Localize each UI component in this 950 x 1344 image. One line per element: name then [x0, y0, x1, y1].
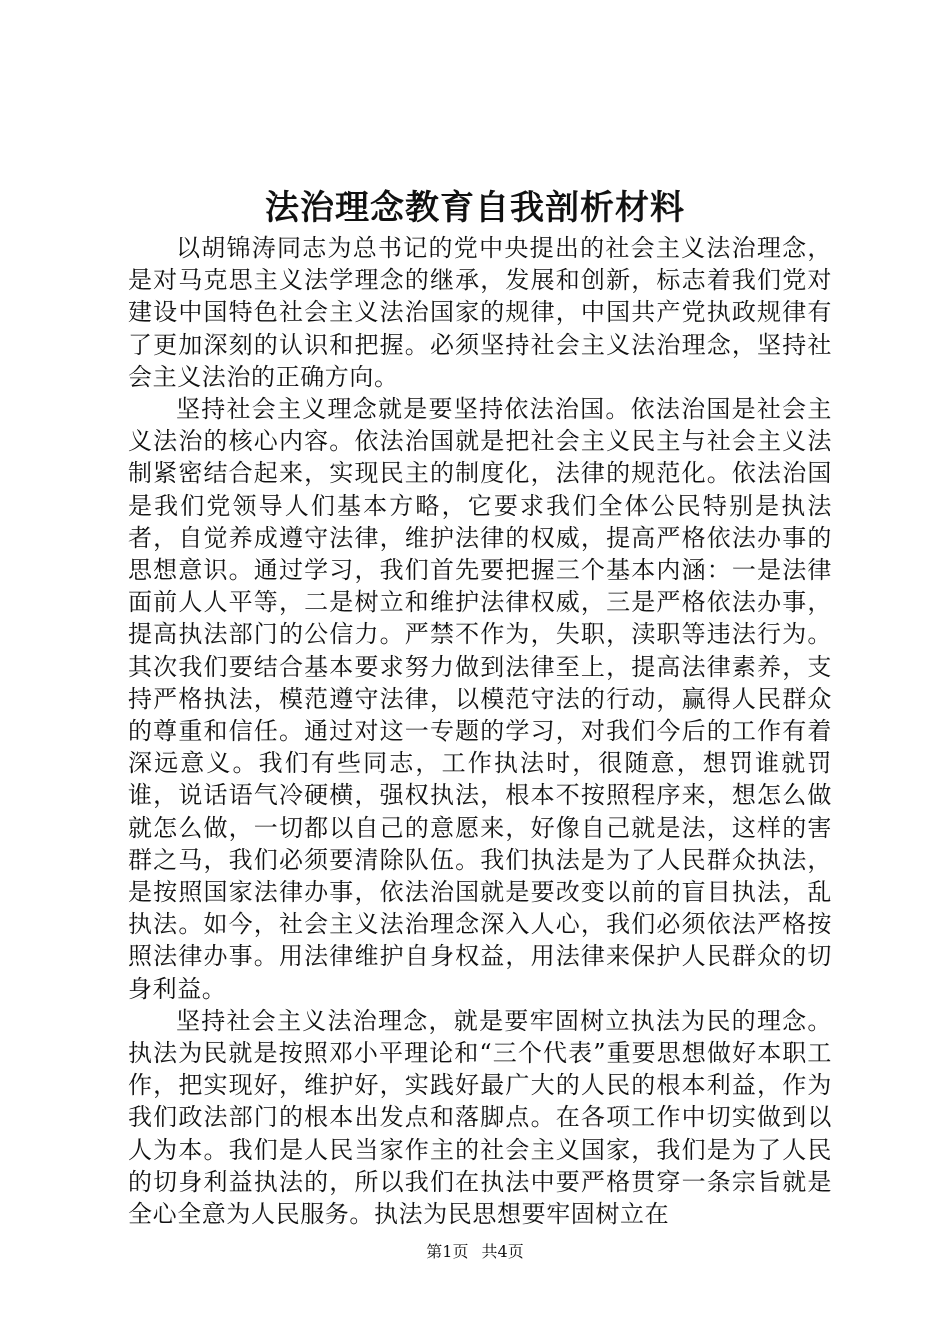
page-total: 共4页: [481, 1242, 524, 1261]
page-footer: [0, 1240, 950, 1264]
page-number: 第1页: [426, 1242, 469, 1261]
paragraph-1: 以胡锦涛同志为总书记的党中央提出的社会主义法治理念，是对马克思主义法学理念的继承，发展和创新，标志着我们党对建设中国特色社会主义法治国家的规律，中国共产党执政规律有了更加深刻的认识和把握。必须坚持社会主义法治理念，坚持社会主义法治的正确方向。: [128, 234, 832, 391]
paragraph-3: 坚持社会主义法治理念，就是要牢固树立执法为民的理念。执法为民就是按照邓小平理论和“三个代表”重要思想做好本职工作，把实现好，维护好，实践好最广大的人民的根本利益，作为我们政法部门的根本出发点和落脚点。在各项工作中切实做到以人为本。我们是人民当家作主的社会主义国家，我们是为了人民的切身利益执法的，所以我们在执法中要严格贯穿一条宗旨就是全心全意为人民服务。执法为民思想要牢固树立在: [128, 1006, 832, 1229]
document-title: 法治理念教育自我剖析材料: [265, 188, 685, 228]
paragraph-2: 坚持社会主义理念就是要坚持依法治国。依法治国是社会主义法治的核心内容。依法治国就是把社会主义民主与社会主义法制紧密结合起来，实现民主的制度化，法律的规范化。依法治国是我们党领导人们基本方略，它要求我们全体公民特别是执法者，自觉养成遵守法律，维护法律的权威，提高严格依法办事的思想意识。通过学习，我们首先要把握三个基本内涵：一是法律面前人人平等，二是树立和维护法律权威，三是严格依法办事，提高执法部门的公信力。严禁不作为，失职，渎职等违法行为。其次我们要结合基本要求努力做到法律至上，提高法律素养，支持严格执法，模范遵守法律，以模范守法的行动，赢得人民群众的尊重和信任。通过对这一专题的学习，对我们今后的工作有着深远意义。我们有些同志，工作执法时，很随意，想罚谁就罚谁，说话语气冷硬横，强权执法，根本不按照程序来，想怎么做就怎么做，一切都以自己的意愿来，好像自己就是法，这样的害群之马，我们必须要清除队伍。我们执法是为了人民群众执法，是按照国家法律办事，依法治国就是要改变以前的盲目执法，乱执法。如今，社会主义法治理念深入人心，我们必须依法严格按照法律办事。用法律维护自身权益，用法律来保护人民群众的切身利益。: [128, 395, 832, 1003]
document-body: [128, 232, 832, 1230]
